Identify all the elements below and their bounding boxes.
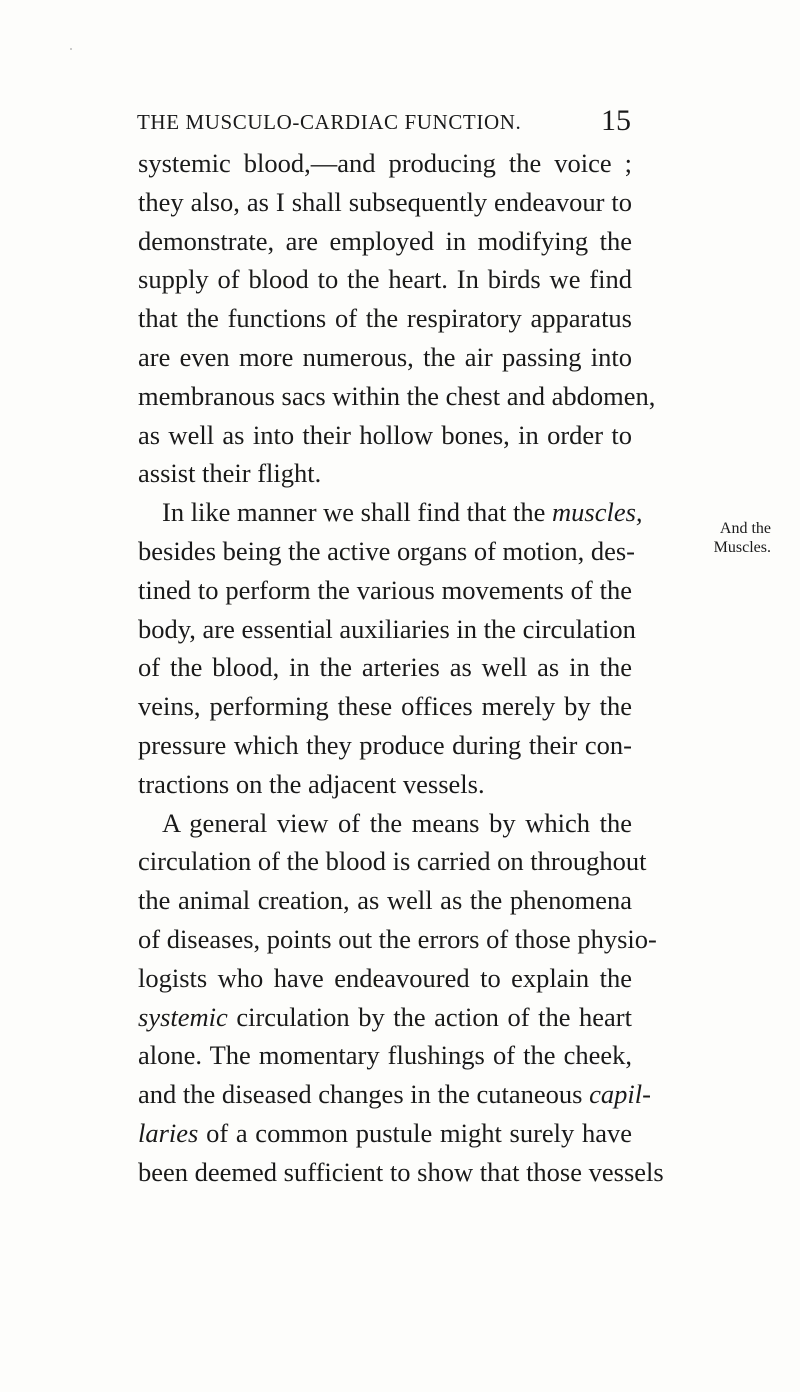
paragraph-end-line: tractions on the adjacent vessels. xyxy=(138,768,485,799)
text-line: besides being the active organs of motion, des- xyxy=(138,535,636,566)
emphasis: capil- xyxy=(589,1079,651,1110)
marginal-note-line: And the xyxy=(719,520,771,537)
text-line: circulation of the blood is carried on throughout xyxy=(138,846,647,877)
emphasis: muscles, xyxy=(552,497,643,528)
text-line: membranous sacs within the chest and abdomen, xyxy=(138,380,656,411)
text-line: that the functions of the respiratory apparatus xyxy=(138,303,632,334)
text-line: alone. The momentary flushings of the cheek, xyxy=(138,1040,632,1071)
marginal-note-line: Muscles. xyxy=(713,539,771,556)
paragraph-start-line: A general view of the means by which the xyxy=(162,807,632,838)
emphasis: systemic xyxy=(138,1001,228,1032)
running-title: THE MUSCULO-CARDIAC FUNCTION. xyxy=(137,110,522,134)
body-text xyxy=(138,144,664,1192)
emphasis: laries xyxy=(138,1117,199,1148)
text-line: systemic circulation by the action of the heart xyxy=(138,1001,632,1032)
paper-speck xyxy=(70,48,72,50)
running-head xyxy=(137,104,631,144)
text-line: supply of blood to the heart. In birds we find xyxy=(138,264,632,295)
paragraph-end-line: assist their flight. xyxy=(138,458,322,489)
text-line: veins, performing these offices merely by the xyxy=(138,691,632,722)
text-line: demonstrate, are employed in modifying the xyxy=(138,225,632,256)
text-line: of the blood, in the arteries as well as in the xyxy=(138,652,632,683)
text-line: are even more numerous, the air passing into xyxy=(138,341,632,372)
paragraph-start-line: In like manner we shall find that the muscles, xyxy=(162,497,643,528)
marginal-note xyxy=(651,519,771,557)
text-line: laries of a common pustule might surely have xyxy=(138,1117,632,1148)
text-line: been deemed sufficient to show that those vessels xyxy=(138,1156,664,1187)
text-line: tined to perform the various movements of the xyxy=(138,574,632,605)
page-number: 15 xyxy=(601,104,631,137)
text-line: as well as into their hollow bones, in order to xyxy=(138,419,632,450)
text-line: systemic blood,—and producing the voice ; xyxy=(138,148,632,178)
text-line: logists who have endeavoured to explain the xyxy=(138,962,632,993)
text-line: of diseases, points out the errors of those physio- xyxy=(138,923,657,954)
text-line: pressure which they produce during their con- xyxy=(138,729,632,760)
text-line: and the diseased changes in the cutaneous capil- xyxy=(138,1079,651,1110)
text-line: the animal creation, as well as the phenomena xyxy=(138,885,632,916)
text-line: body, are essential auxiliaries in the circulation xyxy=(138,613,636,644)
text-line: they also, as I shall subsequently endeavour to xyxy=(138,186,632,217)
